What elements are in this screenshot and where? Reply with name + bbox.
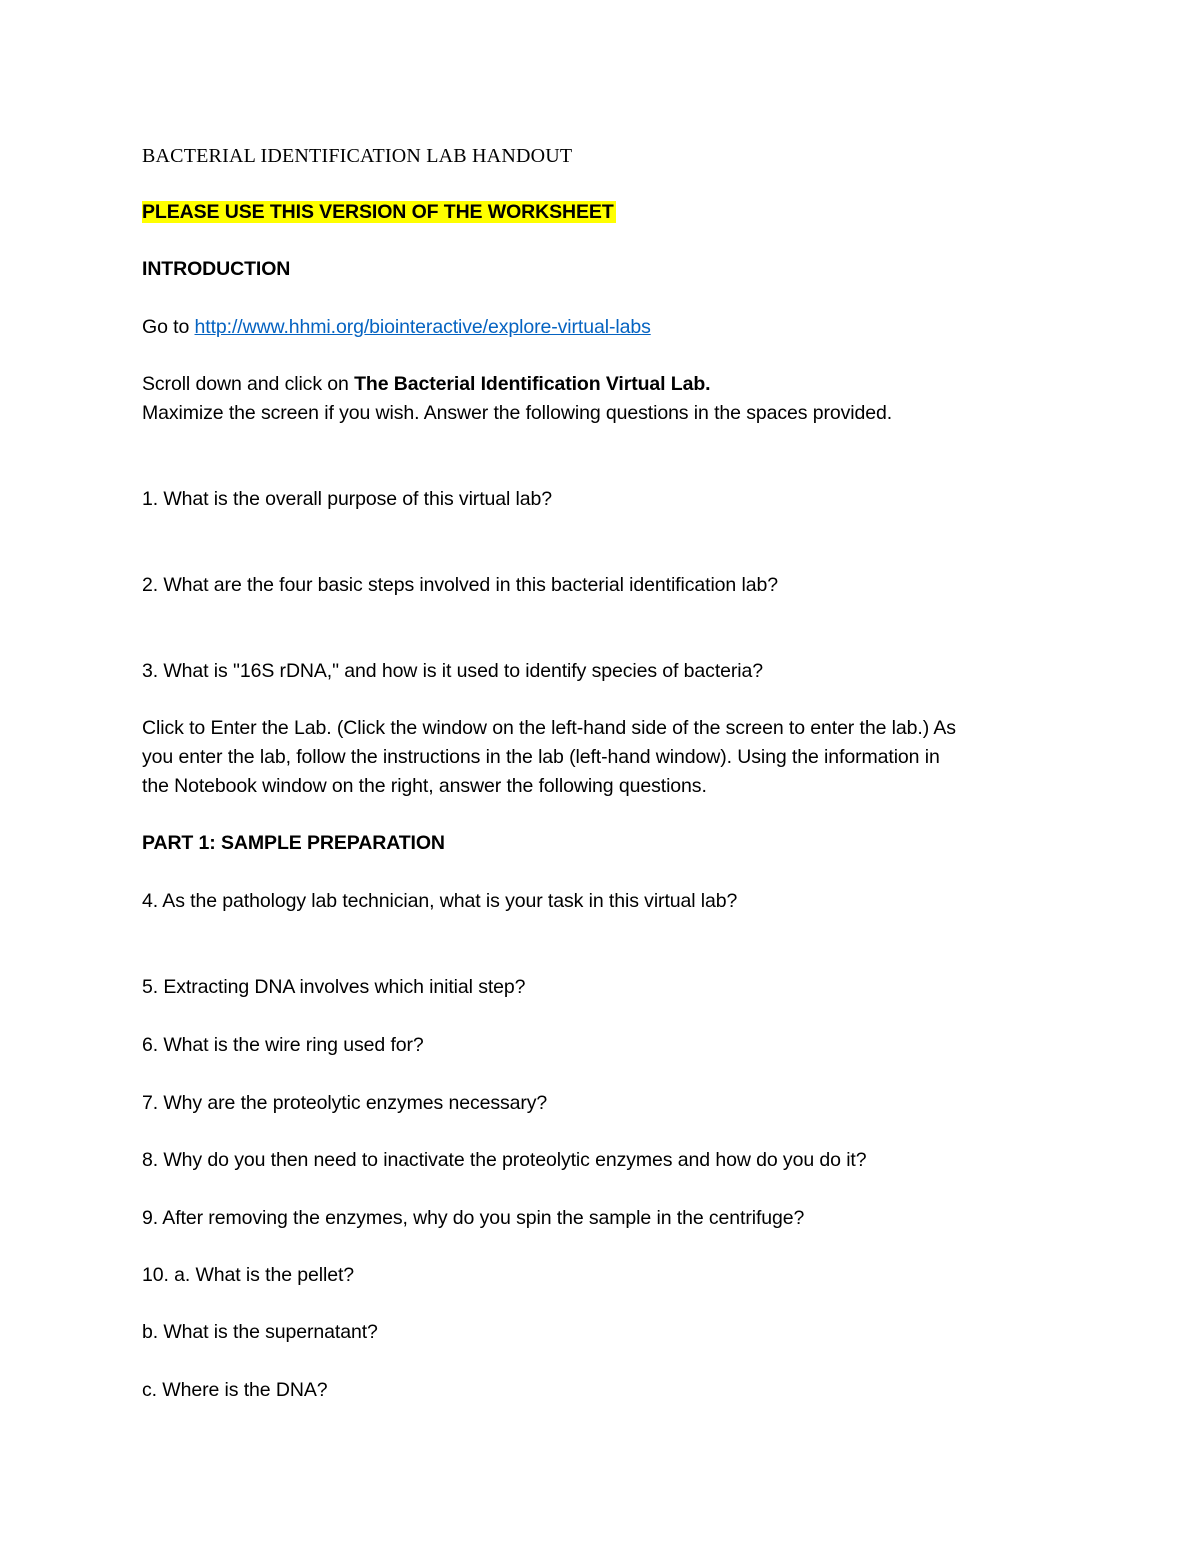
virtual-lab-name: The Bacterial Identification Virtual Lab. [354,373,711,395]
question-10a: 10. a. What is the pellet? [142,1264,355,1286]
hhmi-virtual-labs-link[interactable]: http://www.hhmi.org/biointeractive/explore-virtual-labs [194,316,651,338]
version-notice [142,198,616,227]
question-6: 6. What is the wire ring used for? [142,1034,424,1056]
maximize-instruction: Maximize the screen if you wish. Answer the following questions in the spaces provided. [142,402,893,424]
question-2: 2. What are the four basic steps involved in this bacterial identification lab? [142,574,778,596]
question-1: 1. What is the overall purpose of this virtual lab? [142,488,553,510]
question-3: 3. What is "16S rDNA," and how is it used to identify species of bacteria? [142,660,763,682]
enter-lab-line-2: you enter the lab, follow the instructions in the lab (left-hand window). Using the information in [142,746,940,768]
page-title: BACTERIAL IDENTIFICATION LAB HANDOUT [142,145,573,167]
scroll-prefix: Scroll down and click on [142,373,355,395]
enter-lab-line-1: Click to Enter the Lab. (Click the window on the left-hand side of the screen to enter the lab.) As [142,717,956,739]
enter-lab-line-3: the Notebook window on the right, answer the following questions. [142,775,707,797]
introduction-heading: INTRODUCTION [142,258,291,280]
question-8: 8. Why do you then need to inactivate the proteolytic enzymes and how do you do it? [142,1149,867,1171]
goto-instruction [142,313,651,342]
question-4: 4. As the pathology lab technician, what is your task in this virtual lab? [142,890,738,912]
question-7: 7. Why are the proteolytic enzymes necessary? [142,1092,548,1114]
question-9: 9. After removing the enzymes, why do you spin the sample in the centrifuge? [142,1207,805,1229]
question-5: 5. Extracting DNA involves which initial step? [142,976,526,998]
highlighted-notice-text: PLEASE USE THIS VERSION OF THE WORKSHEET [142,201,614,223]
question-10c: c. Where is the DNA? [142,1379,328,1401]
part-1-heading: PART 1: SAMPLE PREPARATION [142,832,445,854]
goto-prefix: Go to [142,316,195,338]
scroll-instruction [142,370,710,399]
question-10b: b. What is the supernatant? [142,1321,378,1343]
